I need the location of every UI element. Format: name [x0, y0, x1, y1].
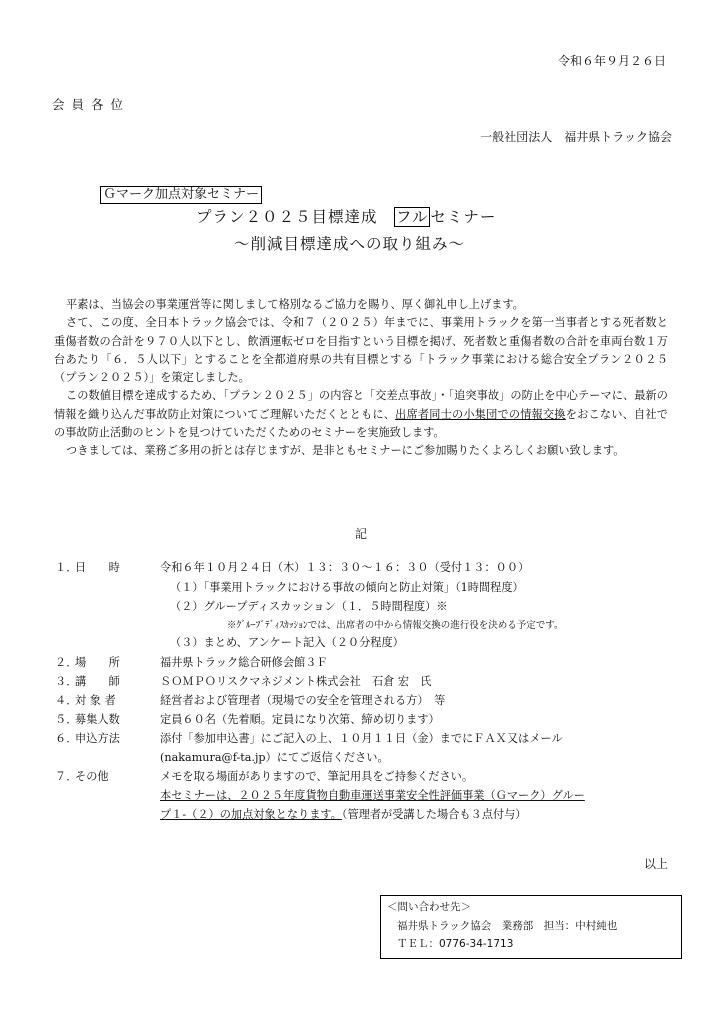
item-number: ７． — [55, 770, 78, 783]
program-part-3: （３）まとめ、アンケート記入（２０分程度） — [170, 636, 404, 649]
purpose-text-b: をおこない、自社での事故防止活動のヒントを見つけていただくためのセミナーを実施致します。 — [54, 407, 668, 440]
program-part-2: （２）グループディスカッション（１．５時間程度）※ — [170, 600, 448, 613]
paragraph-purpose — [54, 387, 668, 442]
program-note: ※ｸﾞﾙｰﾌﾟﾃﾞｨｽｶｯｼｮﾝでは、出席者の中から情報交換の進行役を決める予定です。 — [227, 620, 564, 631]
program-part-1: （１）「事業用トラックにおける事故の傾向と防止対策」（1時間程度） — [170, 581, 524, 594]
gmark-note-underlined: プ１-（２）の加点対象となります。 — [160, 808, 342, 821]
document-date: 令和６年９月２６日 — [557, 54, 666, 68]
title-part-2: セミナー — [430, 208, 497, 226]
item-value: 福井県トラック総合研修会館３Ｆ — [160, 656, 328, 669]
paragraph-background: さて、この度、全日本トラック協会では、令和７（２０２５）年までに、事業用トラックを第一当事者とする死者数と重傷者数の合計を９７０人以下とし、飲酒運転ゼロを目指すという目標を掲げ、死者数と重傷者数の合計を車両台数１万台あたり「６．５人以下」とすることを全都道府県の共有目標とする「トラック事業における総合安全プラン２０２５（プラン２０２５）」を策定しました。 — [54, 316, 668, 385]
gmark-seminar-label: Ｇマーク加点対象セミナー — [100, 186, 262, 204]
gmark-note-line-1: 本セミナーは、２０２５年度貨物自動車運送事業安全性評価事業（Ｇマーク）グルー — [160, 789, 585, 802]
seminar-title — [196, 205, 496, 227]
item-number: ３． — [55, 675, 78, 688]
item-label: 対 象 者 — [75, 694, 116, 707]
seminar-subtitle: ～削減目標達成への取り組み～ — [234, 235, 466, 253]
gmark-note-line-2 — [160, 806, 526, 822]
purpose-underlined: 出席者同士の小集団での情報交換 — [395, 407, 566, 421]
paragraph-request: つきましては、業務ご多用の折とは存じますが、是非ともセミナーにご参加賜りたくよろしくお願い致します。 — [66, 444, 625, 458]
item-label: 日 時 — [75, 561, 120, 574]
contact-heading: ＜問い合わせ先＞ — [387, 901, 471, 913]
paragraph-greeting: 平素は、当協会の事業運営等に関しまして格別なるご協力を賜り、厚く御礼申し上げます。 — [66, 298, 524, 311]
sender: 一般社団法人 福井県トラック協会 — [480, 130, 672, 144]
contact-org: 福井県トラック協会 業務部 担当：中村純也 — [397, 920, 618, 932]
item-number: ２． — [55, 656, 78, 669]
ki-heading: 記 — [355, 527, 368, 541]
purpose-text-a: この数値目標を達成するため、「プラン２０２５」の内容と「交差点事故」・「追突事故」の防止を中心テーマに、最新の情報を織り込んだ事故防止対策についてご理解いただくとともに、 — [54, 389, 668, 421]
item-number: ４． — [55, 694, 78, 707]
contact-tel: ＴＥＬ：0776-34-1713 — [397, 938, 514, 950]
item-label: 場 所 — [75, 656, 120, 669]
application-email: (nakamura@f-ta.jp）にてご返信ください。 — [160, 751, 389, 764]
item-label: 申込方法 — [75, 732, 120, 745]
item-value: メモを取る場面がありますので、筆記用具をご持参ください。 — [160, 770, 474, 783]
item-number: ５． — [55, 713, 78, 726]
addressee: 会員各位 — [52, 97, 131, 112]
gmark-note-rest: （管理者が受講した場合も３点付与） — [341, 808, 527, 821]
title-part-1: プラン２０２５目標達成 — [196, 208, 395, 226]
item-value: 令和６年１０月２４日（木）１３：３０～１６：３０（受付１３：００） — [160, 561, 530, 574]
item-label: 講 師 — [75, 675, 120, 688]
item-value: 定員６０名（先着順。定員になり次第、締め切ります） — [160, 713, 440, 726]
item-label: その他 — [75, 770, 109, 783]
item-label: 募集人数 — [75, 713, 120, 726]
contact-box — [380, 895, 682, 959]
title-full-boxed: フル — [396, 208, 429, 226]
item-value: 経営者および管理者（現場での安全を管理される方） 等 — [160, 694, 446, 707]
item-number: １． — [55, 561, 78, 574]
closing-ijo: 以上 — [643, 857, 668, 871]
item-value: ＳＯＭＰＯリスクマネジメント株式会社 石倉 宏 氏 — [160, 675, 432, 688]
item-value: 添付「参加申込書」にご記入の上、１０月１１日（金）までにＦＡＸ又はメール — [160, 732, 563, 745]
body-text — [54, 296, 668, 461]
item-number: ６． — [55, 732, 78, 745]
